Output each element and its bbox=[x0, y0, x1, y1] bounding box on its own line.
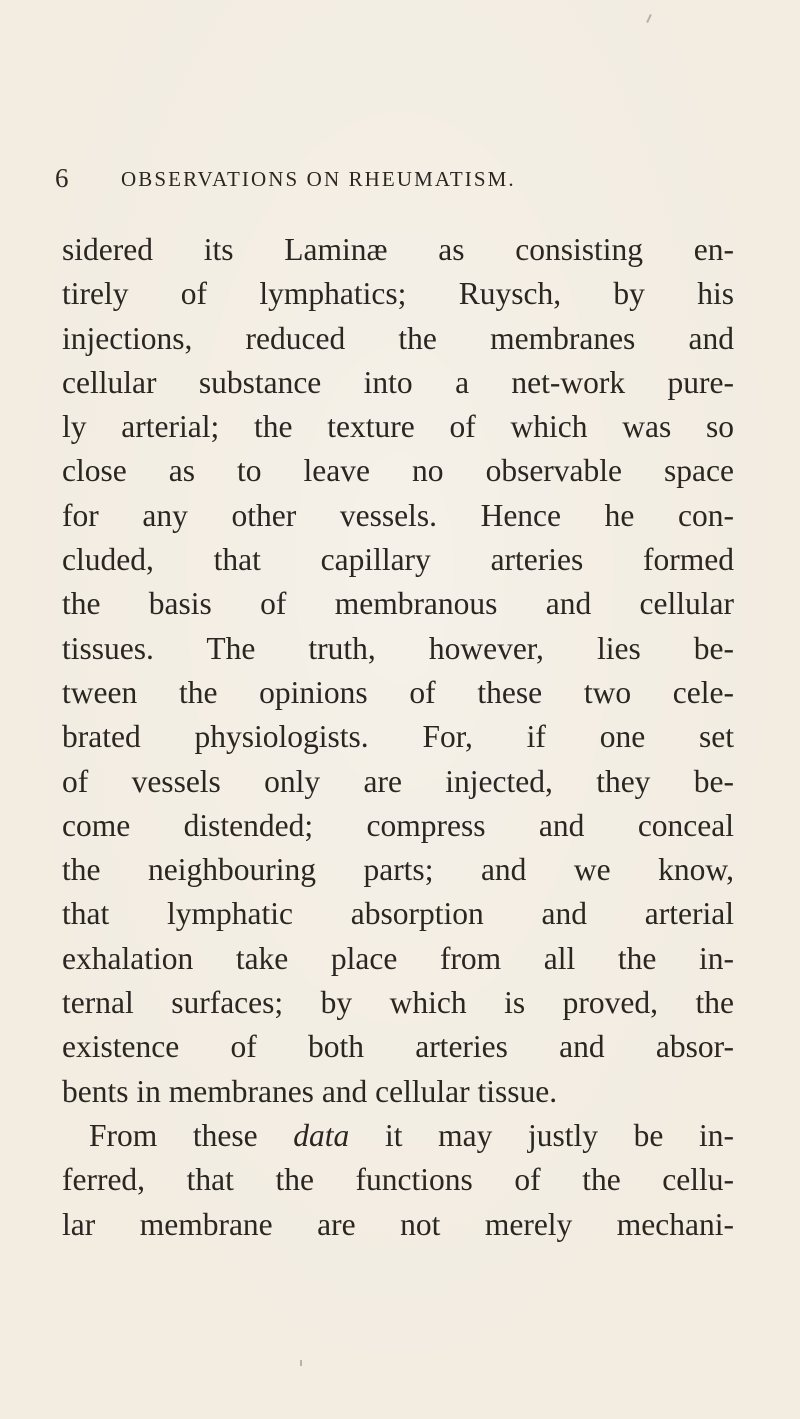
text-line: come distended; compress and conceal bbox=[62, 807, 734, 843]
text-line: cluded, that capillary arteries formed bbox=[62, 542, 734, 578]
body-text bbox=[62, 228, 734, 1247]
italic-word: data bbox=[293, 1117, 350, 1153]
text-line: tissues. The truth, however, lies be- bbox=[62, 630, 734, 666]
text-line: the basis of membranous and cellular bbox=[62, 586, 734, 622]
text-line: lar membrane are not merely mechani- bbox=[62, 1206, 734, 1242]
text-segment: From these bbox=[89, 1117, 258, 1153]
text-line: sidered its Laminæ as consisting en- bbox=[62, 232, 734, 267]
page-number: 6 bbox=[55, 163, 69, 193]
text-line: exhalation take place from all the in- bbox=[62, 940, 734, 976]
text-line: cellular substance into a net-work pure- bbox=[62, 364, 734, 400]
paragraph-start-line bbox=[62, 1114, 734, 1158]
text-line: tween the opinions of these two cele- bbox=[62, 674, 734, 710]
text-line: close as to leave no observable space bbox=[62, 453, 734, 489]
ink-speck bbox=[300, 1360, 302, 1366]
text-line: of vessels only are injected, they be- bbox=[62, 763, 734, 799]
text-line: brated physiologists. For, if one set bbox=[62, 719, 734, 755]
text-segment: it may justly be in- bbox=[384, 1117, 735, 1153]
text-line: tirely of lymphatics; Ruysch, by his bbox=[62, 276, 734, 312]
text-line: for any other vessels. Hence he con- bbox=[62, 497, 734, 533]
page-header bbox=[55, 163, 755, 203]
text-line: ly arterial; the texture of which was so bbox=[62, 409, 734, 445]
text-line: ternal surfaces; by which is proved, the bbox=[62, 985, 734, 1021]
running-title: OBSERVATIONS ON RHEUMATISM. bbox=[121, 167, 516, 191]
text-line: the neighbouring parts; and we know, bbox=[62, 852, 734, 888]
text-line: existence of both arteries and absor- bbox=[62, 1029, 734, 1065]
ink-speck bbox=[646, 14, 652, 23]
text-line: ferred, that the functions of the cellu- bbox=[62, 1162, 734, 1198]
text-line: injections, reduced the membranes and bbox=[62, 320, 734, 356]
text-line: bents in membranes and cellular tissue. bbox=[62, 1073, 558, 1109]
text-line: that lymphatic absorption and arterial bbox=[62, 896, 734, 932]
